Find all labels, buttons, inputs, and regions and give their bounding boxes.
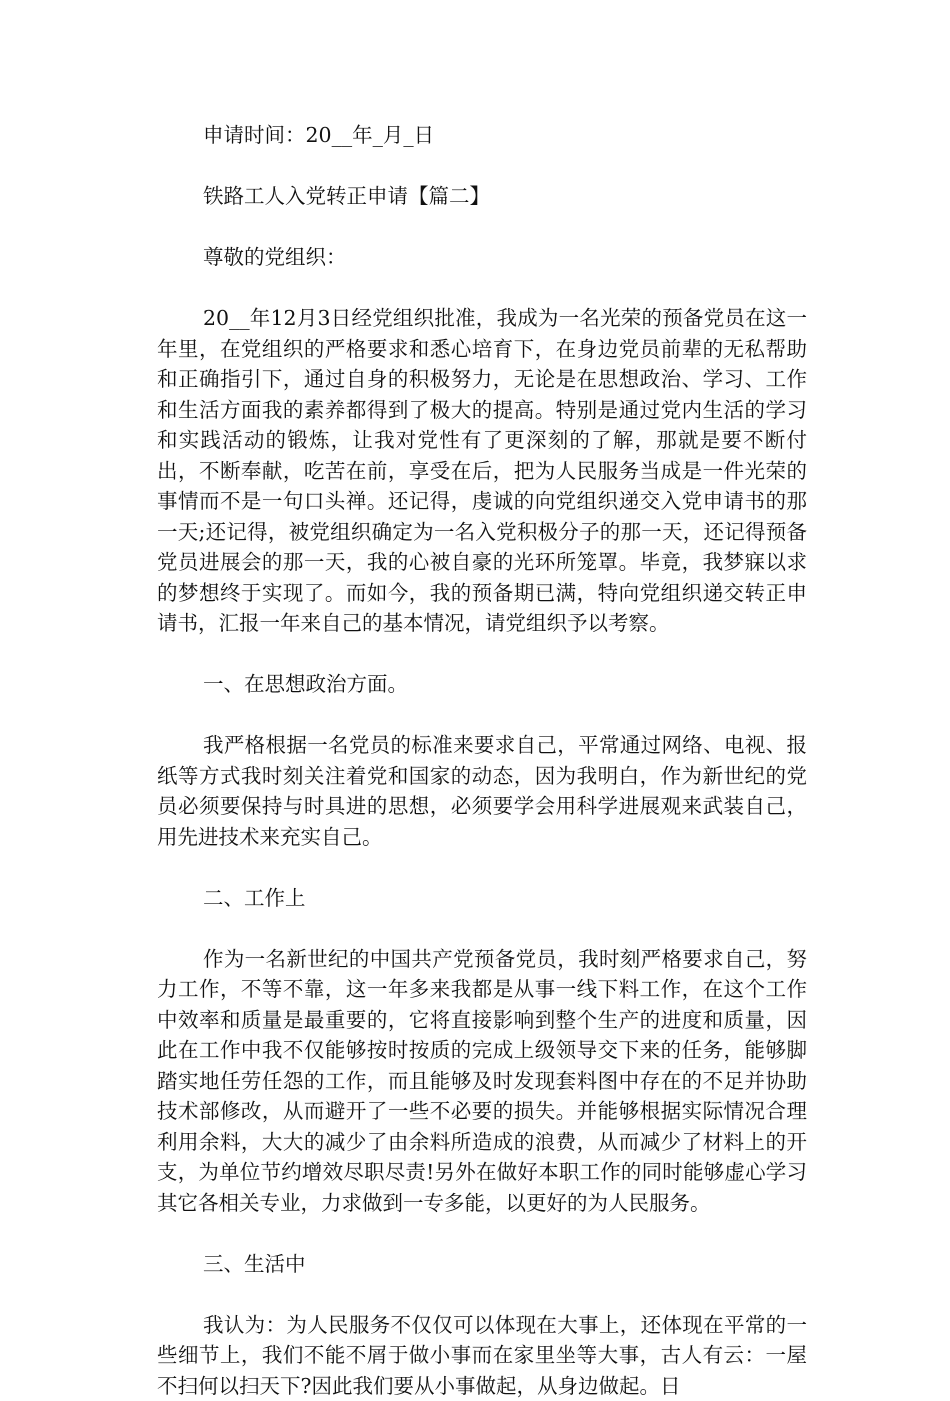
intro-paragraph: 20__年12月3日经党组织批准，我成为一名光荣的预备党员在这一年里，在党组织的严格要求和悉心培育下，在身边党员前辈的无私帮助和正确指引下，通过自身的积极努力，无论是在思想政治、学习、工作和生活方面我的素养都得到了极大的提高。特别是通过党内生活的学习和实践活动的锻炼，让我对党性有了更深刻的了解，那就是要不断付出，不断奉献，吃苦在前，享受在后，把为人民服务当成是一件光荣的事情而不是一句口头禅。还记得，虔诚的向党组织递交入党申请书的那一天;还记得，被党组织确定为一名入党积极分子的那一天，还记得预备党员进展会的那一天，我的心被自豪的光环所笼罩。毕竟，我梦寐以求的梦想终于实现了。而如今，我的预备期已满，特向党组织递交转正申请书，汇报一年来自己的基本情况，请党组织予以考察。 [157, 303, 807, 639]
politics-paragraph: 我严格根据一名党员的标准来要求自己，平常通过网络、电视、报纸等方式我时刻关注着党和国家的动态，因为我明白，作为新世纪的党员必须要保持与时具进的思想，必须要学会用科学进展观来武装自己，用先进技术来充实自己。 [157, 730, 807, 852]
salutation: 尊敬的党组织： [157, 242, 807, 273]
document-title: 铁路工人入党转正申请【篇二】 [157, 181, 807, 212]
section-heading-work: 二、工作上 [157, 883, 807, 914]
apply-time-line: 申请时间：20__年_月_日 [157, 120, 807, 151]
section-heading-politics: 一、在思想政治方面。 [157, 669, 807, 700]
life-paragraph: 我认为：为人民服务不仅仅可以体现在大事上，还体现在平常的一些细节上，我们不能不屑于做小事而在家里坐等大事，古人有云：一屋不扫何以扫天下?因此我们要从小事做起，从身边做起。日 [157, 1310, 807, 1401]
work-paragraph: 作为一名新世纪的中国共产党预备党员，我时刻严格要求自己，努力工作，不等不靠，这一年多来我都是从事一线下料工作，在这个工作中效率和质量是最重要的，它将直接影响到整个生产的进度和质量，因此在工作中我不仅能够按时按质的完成上级领导交下来的任务，能够脚踏实地任劳任怨的工作，而且能够及时发现套料图中存在的不足并协助技术部修改，从而避开了一些不必要的损失。并能够根据实际情况合理利用余料，大大的减少了由余料所造成的浪费，从而减少了材料上的开支，为单位节约增效尽职尽责!另外在做好本职工作的同时能够虚心学习其它各相关专业，力求做到一专多能，以更好的为人民服务。 [157, 944, 807, 1219]
document-body [157, 120, 807, 1401]
section-heading-life: 三、生活中 [157, 1249, 807, 1280]
